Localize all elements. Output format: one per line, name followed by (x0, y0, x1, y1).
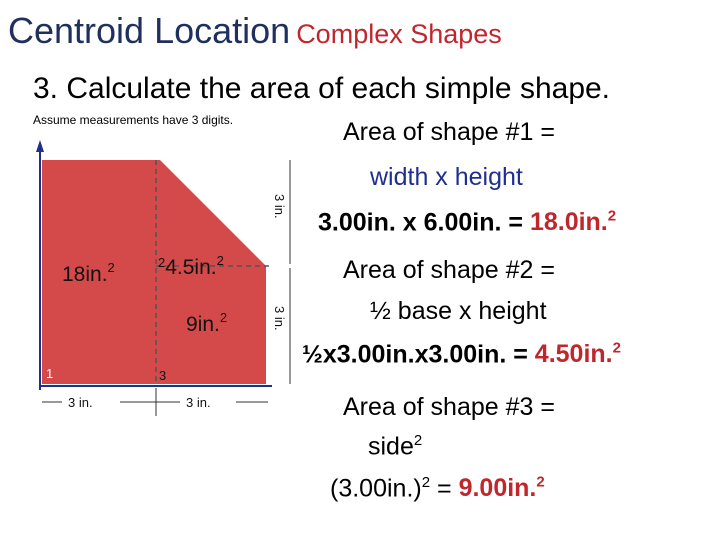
dim-label-right-top: 3 in. (272, 194, 287, 219)
shape1-result: 18.0in.$^2$ (529, 208, 617, 237)
shape2-calc-text: ½x3.00in.x3.00in. = (302, 340, 535, 369)
dim-label-bottom-left: 3 in. (68, 395, 93, 410)
shape3-result: 9.00in.$^2$ (458, 474, 545, 503)
assumption-note: Assume measurements have 3 digits. (33, 113, 234, 127)
dim-label-right-bottom: 3 in. (272, 306, 287, 331)
shape2-label: Area of shape #2 = (343, 256, 555, 284)
shape3-calc: $(3.00in.)^2 = 9.00in.^2$ (330, 474, 545, 503)
shape1-number: 1 (46, 366, 54, 381)
shape1-calc-text: 3.00in. x 6.00in. = (318, 208, 530, 237)
shape1-calc (318, 208, 616, 237)
step-heading: 3. Calculate the area of each simple shape. (33, 72, 611, 105)
y-axis-arrow (36, 140, 44, 152)
title-sub: Complex Shapes (296, 19, 502, 49)
shape2-formula: ½ base x height (370, 297, 547, 325)
shape3-formula: side$^2$ (368, 432, 423, 461)
shape1-formula: width x height (370, 163, 523, 191)
shape1-label: Area of shape #1 = (343, 118, 555, 146)
shape2-result: 4.50in.$^2$ (534, 340, 621, 369)
shape3-area-label: 9in.$^2$ (186, 310, 228, 336)
shape2-calc (302, 340, 621, 369)
dim-label-bottom-right: 3 in. (186, 395, 211, 410)
shape3-number: 3 (159, 368, 167, 383)
shape1-area-label: 18in.$^2$ (62, 260, 115, 286)
title-main: Centroid Location (8, 10, 291, 51)
shape3-label: Area of shape #3 = (343, 393, 555, 421)
shape2-area-label: $^2$4.5in.$^2$ (158, 253, 224, 279)
